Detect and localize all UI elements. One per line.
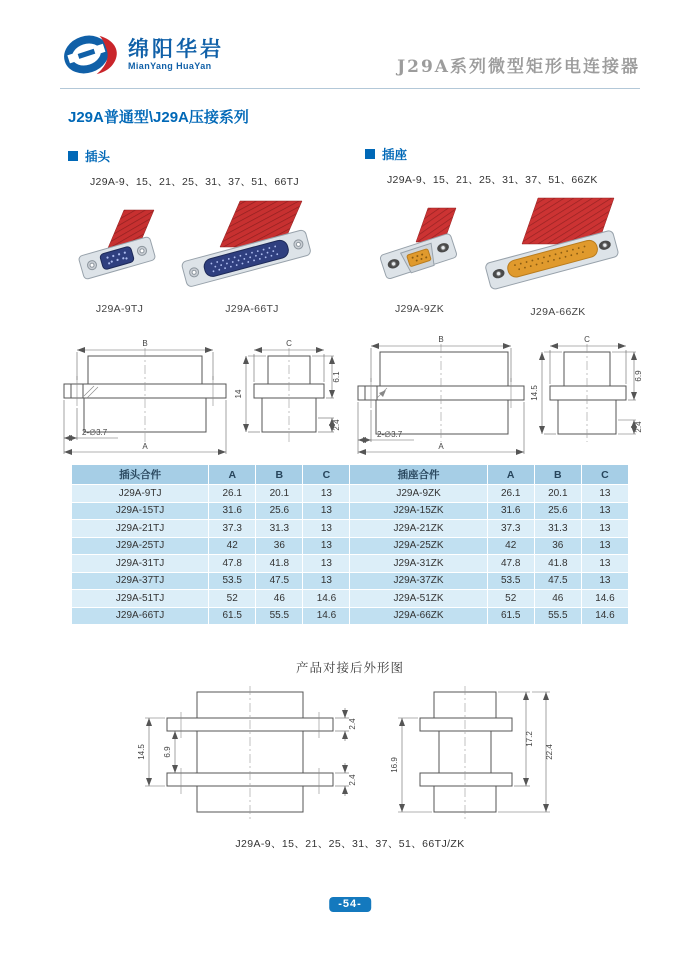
dim-label-6-9: 6.9 [162, 746, 172, 758]
cell: 25.6 [534, 502, 581, 520]
table-row [72, 555, 629, 573]
table-row [72, 590, 629, 608]
dim-label-6-9: 6.9 [634, 370, 643, 382]
table-row [72, 572, 629, 590]
cell: J29A-31ZK [350, 555, 487, 573]
cell: 55.5 [534, 607, 581, 625]
company-logo-icon [64, 32, 120, 77]
dim-label-17-2: 17.2 [524, 731, 534, 747]
socket-66zk-image [482, 196, 634, 299]
table-header-row [72, 465, 629, 485]
document-title: J29A系列微型矩形电连接器 [397, 57, 640, 77]
cell: J29A-37TJ [72, 572, 209, 590]
figure-caption: J29A-66ZK [530, 306, 586, 318]
figure-caption: J29A-9TJ [95, 303, 144, 315]
tech-drawing-plug [58, 332, 343, 465]
dimensions-table-wrap [71, 464, 629, 625]
cell: J29A-21TJ [72, 520, 209, 538]
cell: 20.1 [534, 485, 581, 503]
cell: 13 [581, 572, 628, 590]
table-row [72, 502, 629, 520]
cell: J29A-51ZK [350, 590, 487, 608]
company-name-en: MianYang HuaYan [128, 61, 212, 71]
cell: 13 [303, 502, 350, 520]
figure-caption: J29A-66TJ [225, 303, 279, 315]
cell: 41.8 [256, 555, 303, 573]
figure-caption: J29A-9ZK [394, 303, 445, 315]
cell: 37.3 [487, 520, 534, 538]
plug-section [68, 147, 299, 189]
page-number-badge: -54- [329, 897, 371, 912]
photo-socket-9zk [372, 200, 467, 315]
socket-section [365, 145, 598, 187]
socket-model-list: J29A-9、15、21、25、31、37、51、66ZK [387, 174, 598, 186]
cell: J29A-15TJ [72, 502, 209, 520]
table-row [72, 537, 629, 555]
col-header: B [256, 465, 303, 485]
cell: 46 [534, 590, 581, 608]
table-row [72, 607, 629, 625]
col-header: C [581, 465, 628, 485]
photo-plug-66tj [178, 197, 326, 315]
cell: 13 [581, 537, 628, 555]
cell: 37.3 [209, 520, 256, 538]
cell: J29A-25TJ [72, 537, 209, 555]
table-row [72, 520, 629, 538]
cell: 14.6 [303, 590, 350, 608]
company-name-cn: 绵阳华岩 [128, 38, 224, 61]
photo-socket-66zk [482, 196, 634, 318]
dim-label-14-5: 14.5 [530, 385, 539, 401]
cell: 14.6 [581, 590, 628, 608]
cell: 36 [534, 537, 581, 555]
dim-label-c: C [584, 335, 590, 344]
dim-label-2-4-bottom: 2.4 [347, 774, 357, 786]
cell: J29A-9ZK [350, 485, 487, 503]
cell: 36 [256, 537, 303, 555]
cell: 13 [303, 572, 350, 590]
cell: 14.6 [581, 607, 628, 625]
mated-outline-drawings [70, 684, 630, 834]
blue-square-bullet [365, 149, 375, 159]
cell: 53.5 [487, 572, 534, 590]
cell: 13 [303, 520, 350, 538]
dim-label-6-1: 6.1 [332, 371, 341, 383]
company-logo [64, 32, 224, 77]
dim-label-c: C [286, 339, 292, 348]
cell: J29A-66TJ [72, 607, 209, 625]
plug-66tj-image [178, 197, 326, 296]
cell: J29A-9TJ [72, 485, 209, 503]
mated-outline-title: 产品对接后外形图 [295, 661, 404, 675]
blue-square-bullet [68, 151, 78, 161]
socket-label: 插座 [382, 148, 408, 162]
cell: 13 [581, 555, 628, 573]
cell: 47.5 [534, 572, 581, 590]
plug-9tj-image [72, 200, 167, 296]
cell: 26.1 [487, 485, 534, 503]
cell: 20.1 [256, 485, 303, 503]
cell: 13 [581, 502, 628, 520]
mated-front-drawing [135, 684, 370, 834]
cell: 52 [209, 590, 256, 608]
cell: 14.6 [303, 607, 350, 625]
dim-label-holes: 2-∅3.7 [377, 430, 403, 439]
cell: J29A-21ZK [350, 520, 487, 538]
dim-label-22-4: 22.4 [544, 744, 554, 760]
photo-plug-9tj [72, 200, 167, 315]
section-title: J29A普通型\J29A压接系列 [68, 109, 249, 126]
cell: 31.6 [487, 502, 534, 520]
cell: 31.3 [534, 520, 581, 538]
cell: 46 [256, 590, 303, 608]
cell: 55.5 [256, 607, 303, 625]
dim-label-a: A [438, 442, 444, 451]
cell: 53.5 [209, 572, 256, 590]
cell: 42 [209, 537, 256, 555]
dim-label-a: A [142, 442, 148, 451]
dim-label-16-9: 16.9 [389, 757, 399, 773]
cell: J29A-15ZK [350, 502, 487, 520]
page-header [60, 30, 640, 86]
cell: 42 [487, 537, 534, 555]
dim-label-2-4-top: 2.4 [347, 718, 357, 730]
cell: 47.5 [256, 572, 303, 590]
dim-label-14: 14 [234, 389, 243, 399]
dim-label-2-4: 2.4 [634, 421, 643, 433]
cell: J29A-25ZK [350, 537, 487, 555]
dim-label-14-5: 14.5 [136, 744, 146, 760]
company-logo-text [128, 38, 224, 71]
mated-caption: J29A-9、15、21、25、31、37、51、66TJ/ZK [235, 838, 465, 850]
dim-label-holes: 2-∅3.7 [82, 428, 108, 437]
cell: J29A-37ZK [350, 572, 487, 590]
col-header: 插座合件 [350, 465, 487, 485]
socket-9zk-image [372, 200, 467, 296]
cell: J29A-31TJ [72, 555, 209, 573]
cell: 61.5 [487, 607, 534, 625]
cell: 26.1 [209, 485, 256, 503]
dim-label-b: B [438, 335, 444, 344]
cell: 41.8 [534, 555, 581, 573]
table-row [72, 485, 629, 503]
cell: 13 [303, 537, 350, 555]
mated-side-drawing [386, 684, 566, 834]
tech-drawing-socket [352, 330, 647, 465]
cell: 61.5 [209, 607, 256, 625]
cell: J29A-51TJ [72, 590, 209, 608]
header-divider [60, 88, 640, 89]
cell: J29A-66ZK [350, 607, 487, 625]
cell: 31.3 [256, 520, 303, 538]
dim-label-2-4: 2.4 [332, 419, 341, 431]
cell: 13 [581, 485, 628, 503]
col-header: A [487, 465, 534, 485]
cell: 25.6 [256, 502, 303, 520]
cell: 13 [581, 520, 628, 538]
dim-label-b: B [142, 339, 148, 348]
cell: 13 [303, 555, 350, 573]
col-header: 插头合件 [72, 465, 209, 485]
col-header: C [303, 465, 350, 485]
cell: 13 [303, 485, 350, 503]
cell: 31.6 [209, 502, 256, 520]
plug-label: 插头 [85, 150, 111, 164]
plug-model-list: J29A-9、15、21、25、31、37、51、66TJ [90, 176, 299, 188]
col-header: A [209, 465, 256, 485]
cell: 52 [487, 590, 534, 608]
cell: 47.8 [209, 555, 256, 573]
col-header: B [534, 465, 581, 485]
dimensions-table [71, 464, 629, 625]
cell: 47.8 [487, 555, 534, 573]
